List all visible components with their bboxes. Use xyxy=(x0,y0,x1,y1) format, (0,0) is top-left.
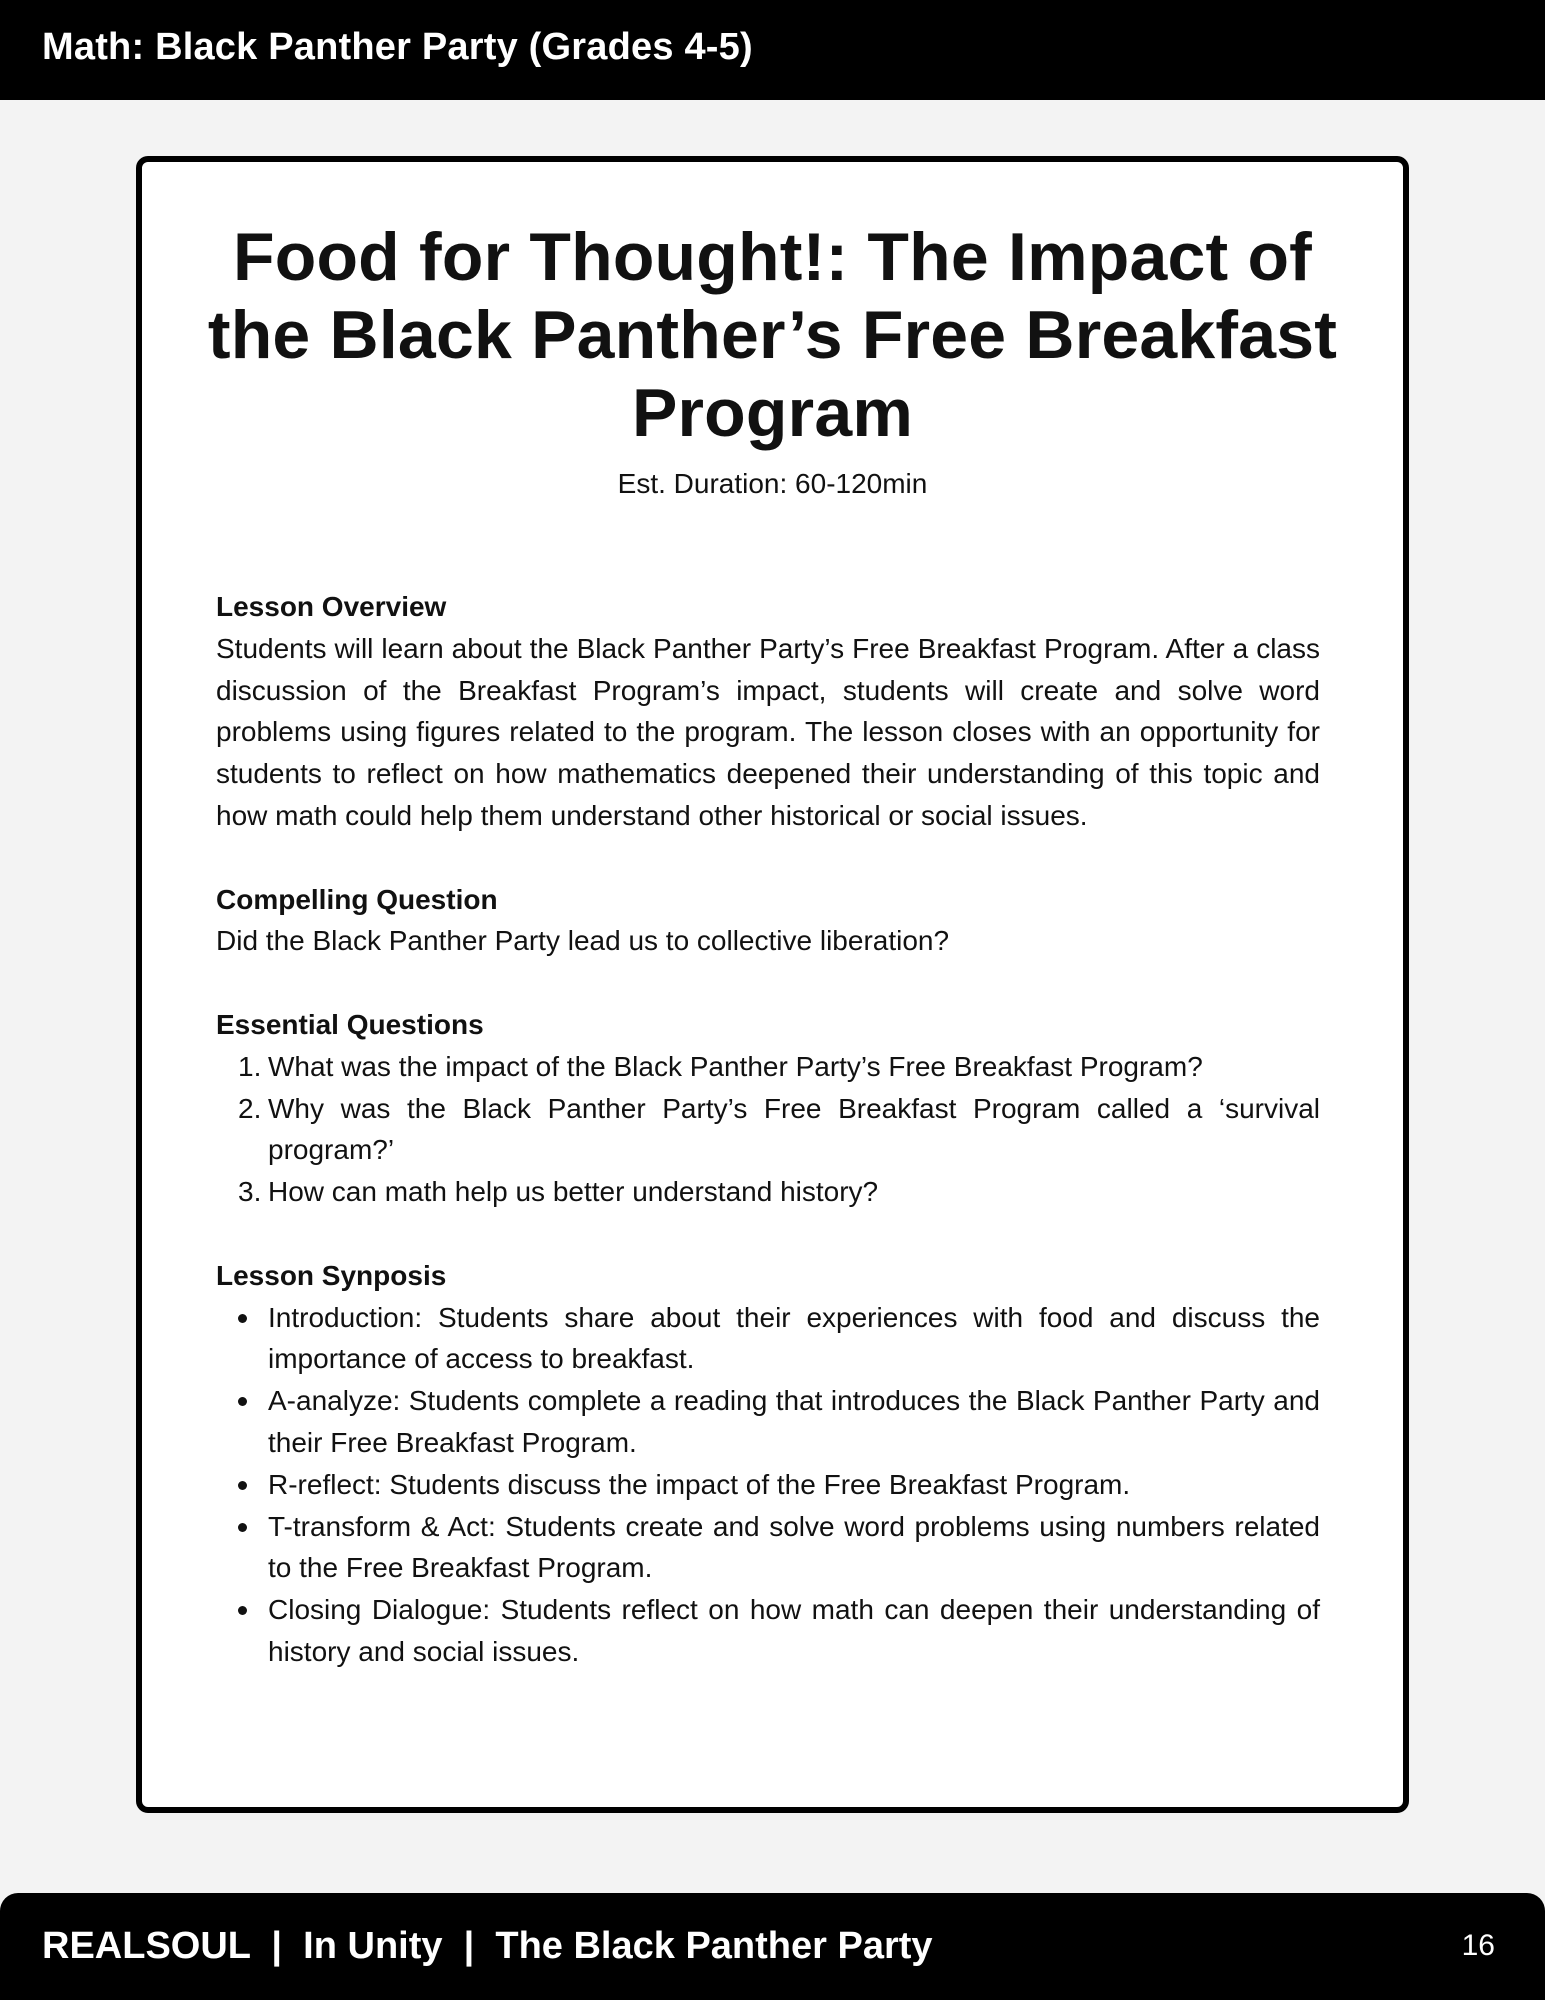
list-item xyxy=(216,1046,1320,1088)
footer-bar xyxy=(0,1893,1545,2000)
list-item xyxy=(216,1380,1320,1464)
lesson-card xyxy=(136,156,1409,1813)
list-number: 3. xyxy=(238,1176,262,1208)
list-item xyxy=(216,1297,1320,1381)
list-item-text: Why was the Black Panther Party’s Free Breakfast Program called a ‘survival program?’ xyxy=(268,1092,1320,1166)
bullet-icon xyxy=(238,1523,247,1532)
page-number: 16 xyxy=(1461,1929,1495,1962)
overview-heading: Lesson Overview xyxy=(216,591,447,622)
list-item-text: How can math help us better understand history? xyxy=(268,1176,879,1208)
compelling-question-heading: Compelling Question xyxy=(216,883,498,915)
bullet-icon xyxy=(238,1606,247,1615)
list-item xyxy=(216,1088,1320,1172)
list-item-text: A-analyze: Students complete a reading that introduces the Black Panther Party and their Free Breakfast Program. xyxy=(268,1385,1320,1458)
list-item xyxy=(216,1589,1320,1673)
list-item xyxy=(216,1506,1320,1590)
list-item-text: T-transform & Act: Students create and solve word problems using numbers related to the Free Breakfast Program. xyxy=(268,1510,1320,1584)
overview-text: Students will learn about the Black Panther Party’s Free Breakfast Program. After a class discussion of the Breakfast Program’s impact, students will create and solve word problems using figures related to the program. The lesson closes with an opportunity for students to reflect on how mathematics deepened their understanding of this topic and how math could help them understand other historical or social issues. xyxy=(216,632,1320,831)
bullet-icon xyxy=(238,1481,247,1490)
list-item xyxy=(216,1464,1320,1506)
list-item-text: Introduction: Students share about their experiences with food and discuss the importance of access to breakfast. xyxy=(268,1301,1320,1375)
footer-text: REALSOUL | In Unity | The Black Panther Party xyxy=(42,1925,933,1967)
synopsis-heading: Lesson Synposis xyxy=(216,1259,447,1291)
essential-questions-heading: Essential Questions xyxy=(216,1008,484,1040)
essential-questions-list xyxy=(216,1046,1320,1213)
list-item-text: R-reflect: Students discuss the impact of the Free Breakfast Program. xyxy=(268,1468,1131,1500)
list-number: 2. xyxy=(238,1092,262,1124)
bullet-icon xyxy=(238,1397,247,1406)
list-number: 1. xyxy=(238,1050,262,1082)
list-item xyxy=(216,1171,1320,1213)
lesson-content xyxy=(216,586,1320,1715)
list-item-text: Closing Dialogue: Students reflect on how math can deepen their understanding of history and social issues. xyxy=(268,1594,1320,1667)
compelling-question-text: Did the Black Panther Party lead us to collective liberation? xyxy=(216,925,950,957)
header-bar xyxy=(0,0,1545,100)
bullet-icon xyxy=(238,1314,247,1323)
synopsis-list xyxy=(216,1297,1320,1673)
list-item-text: What was the impact of the Black Panther Party’s Free Breakfast Program? xyxy=(268,1050,1203,1082)
header-title: Math: Black Panther Party (Grades 4-5) xyxy=(42,26,753,68)
lesson-duration: Est. Duration: 60-120min xyxy=(617,468,928,499)
lesson-title: Food for Thought!: The Impact of the Black Panther’s Free Breakfast Program xyxy=(207,219,1338,451)
